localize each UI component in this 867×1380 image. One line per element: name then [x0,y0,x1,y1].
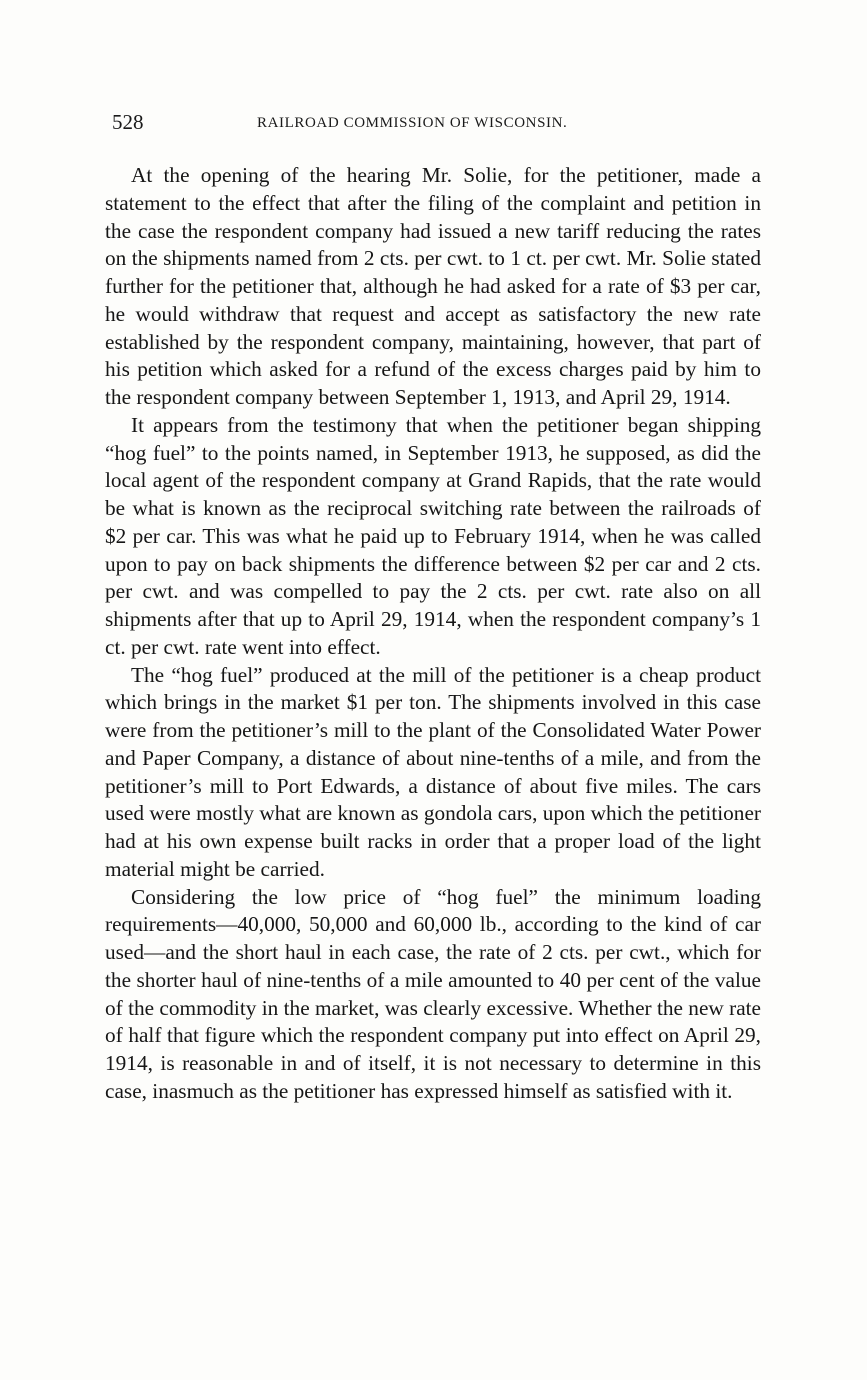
page-number: 528 [112,110,144,134]
paragraph: At the opening of the hearing Mr. Solie, for the petitioner, made a statement to the effect that after the filing of the complaint and petition in the case the respondent company had issued a new tariff reducing the rates on the shipments named from 2 cts. per cwt. to 1 ct. per cwt. Mr. Solie stated further for the petitioner that, although he had asked for a rate of $3 per car, he would withdraw that request and accept as satisfactory the new rate established by the respondent company, maintaining, however, that part of his petition which asked for a refund of the excess charges paid by him to the respondent company between September 1, 1913, and April 29, 1914. [105,163,761,409]
paragraph: The “hog fuel” produced at the mill of the petitioner is a cheap product which brings in the market $1 per ton. The shipments involved in this case were from the petitioner’s mill to the plant of the Consolidated Water Power and Paper Company, a distance of about nine-tenths of a mile, and from the petitioner’s mill to Port Edwards, a distance of about five miles. The cars used were mostly what are known as gondola cars, upon which the petitioner had at his own expense built racks in order that a proper load of the light material might be carried. [105,662,761,881]
body-text [105,162,761,1106]
paragraph: It appears from the testimony that when the petitioner began shipping “hog fuel” to the points named, in September 1913, he supposed, as did the local agent of the respondent company at Grand Rapids, that the rate would be what is known as the reciprocal switching rate between the railroads of $2 per car. This was what he paid up to February 1914, when he was called upon to pay on back shipments the difference between $2 per car and 2 cts. per cwt. and was compelled to pay the 2 cts. per cwt. rate also on all shipments after that up to April 29, 1914, when the respondent company’s 1 ct. per cwt. rate went into effect. [105,412,761,659]
page-header [112,110,762,138]
running-head: RAILROAD COMMISSION OF WISCONSIN. [257,115,568,131]
paragraph: Considering the low price of “hog fuel” the minimum loading requirements—40,000, 50,000 and 60,000 lb., according to the kind of car used—and the short haul in each case, the rate of 2 cts. per cwt., which for the shorter haul of nine-tenths of a mile amounted to 40 per cent of the value of the commodity in the market, was clearly excessive. Whether the new rate of half that figure which the respondent company put into effect on April 29, 1914, is reasonable in and of itself, it is not necessary to determine in this case, inasmuch as the petitioner has expressed himself as satisfied with it. [105,884,762,1103]
